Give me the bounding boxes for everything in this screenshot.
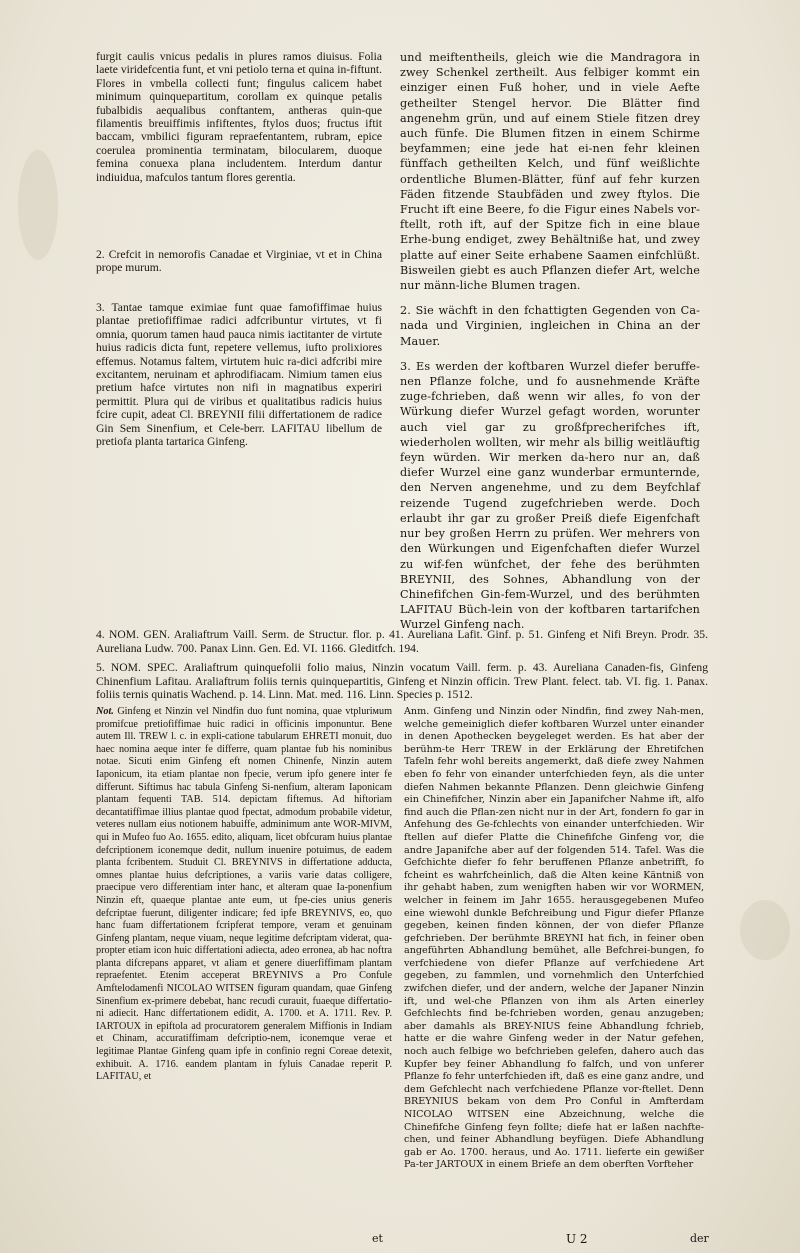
latin-column-upper — [96, 50, 382, 448]
nomenclature-block — [96, 628, 708, 702]
note-label: Not. — [96, 706, 114, 717]
german-column-upper — [400, 50, 700, 633]
catchword-right: der — [690, 1232, 709, 1245]
german-note-column — [404, 706, 704, 1172]
german-paragraph-2: 2. Sie wächft in den fchattigten Gegenden von Ca-nada und Virginien, ingleichen in China an der Mauer. — [400, 304, 700, 348]
catchword-left: et — [372, 1232, 383, 1245]
paper-stain — [18, 150, 58, 260]
latin-paragraph-3: 3. Tantae tamque eximiae funt quae famofiffimae huius plantae pretiofiffimae radici adfcribuntur virtutes, vt fi omnia, quorum tamen haud pauca nimis iactitanter de virtute huius radicis dicta funt, repetere vellemus, iufto prolixiores effemus. Notamus faltem, virtutem huic ra-dici adfcribi mire excitantem, neruinam et aphrodifiacam. Nimium tamen eius pretium hafce virtutes non nifi in magnatibus experiri permittit. Plura qui de viribus et qualitatibus radicis huius fcire cupit, adeat Cl. BREYNII filii differtationem de radice Gin Sem Sinenfium, et Cele-berr. LAFITAU libellum de pretiofa planta tartarica Ginfeng. — [96, 300, 382, 448]
signature-mark: U 2 — [566, 1232, 588, 1246]
nom-spec-paragraph: 5. NOM. SPEC. Araliaftrum quinquefolii folio maius, Ninzin vocatum Vaill. ferm. p. 43. Aureliana Canaden-fis, Ginfeng Chinenfium Lafitau. Araliaftrum foliis ternis quinquepartitis, Ginfeng et Ninzin officin. Trew Plant. felect. tab. VI. fig. 1. Panax. foliis ternis quinatis Wachend. p. 14. Linn. Mat. med. 116. Linn. Species p. 1512. — [96, 661, 708, 702]
latin-note-column — [96, 706, 392, 1084]
paper-stain — [740, 900, 790, 960]
german-paragraph-3: 3. Es werden der koftbaren Wurzel diefer beruffe-nen Pflanze folche, und fo ausnehmende Kräfte zuge-fchrieben, daß wenn wir alles, fo von der Würkung diefer Wurzel gefagt worden, worunter auch viel gar zu großfprecherifches ift, wiederholen wollten, wir mehr als billig weitläuftig feyn würden. Wir merken da-hero nur an, daß diefer Wurzel eine ganz wunderbar ermunternde, den Nerven angenehme, und zu dem Beyfchlaf reizende Tugend zugefchrieben werde. Doch erlaubt ihr gar zu großer Preiß diefe Eigenfchaft nur bey großen Herrn zu prüfen. Wer mehrers von den Würkungen und Eigenfchaften diefer Wurzel zu wif-fen wünfchet, der fehe des berühmten BREYNII, des Sohnes, Abhandlung von der Chinefifchen Gin-fem-Wurzel, und des berühmten LAFITAU Büch-lein von der koftbaren tartarifchen Wurzel Ginfeng nach. — [400, 359, 700, 632]
nom-gen-paragraph: 4. NOM. GEN. Araliaftrum Vaill. Serm. de Structur. flor. p. 41. Aureliana Lafit. Ginf. p. 51. Ginfeng et Nifi Breyn. Prodr. 35. Aureliana Ludw. 700. Panax Linn. Gen. Ed. VI. 1166. Gleditfch. 194. — [96, 628, 708, 655]
latin-note-text: Ginfeng et Ninzin vel Nindfin duo funt nomina, quae vtpluriмum promifcue pretiofiffimae huic radici in officinis imponuntur. Bene autem Ill. TREW l. c. in expli-catione tabularum EHRETI monuit, duo haec nomina aeque inter fe differre, quam plantae fub his nominibus notae. Sicuti enim Ginfeng eft nomen Chinenfe, Ninzin autem Iaponicum, ita etiam plantae non fpecie, verum ipfo genere inter fe differunt. Siftimus hac tabula Ginfeng Si-nenfium, alteram Iaponicam plantam fequenti TAB. 514. depictam fiftemus. Ad hiftoriam decantatiffimae illius plantae quod fpectat, admodum probabile videtur, veteres nullam eius notionem habuiffe, adminimum ante WOR-MIVM, qui in Mufeo fuo Ao. 1655. edito, aliquam, licet obfcuram huius plantae defcriptionem iconemque dedit, nullum inuenire potuimus, de eadem planta fcribentem. Studuit Cl. BREYNIVS in differtatione adducta, omnes plantae huius defcriptiones, a variis varie datas colligere, praecipue vero differentiam inter hanc, et alteram quae Ia-ponenfium Ninzin eft, quaeque plantae ante eum, ut fpe-cies unius generis defcriptae fuerunt, diligenter indicare; fed ipfe BREYNIVS, eo, quo hanc fuam differtationem fcripferat tempore, veram et genuinam Ginfeng plantam, neque viuam, neque legitime defcriptam viderat, qua-propter etiam icon huic differtationi adiecta, adeo erronea, ab hac noftra planta difcrepans apparet, vt aliam et genere diuerfiffimam plantam repraefentet. Etenim acceperat BREYNIVS a Pro Confule Amftelodamenfi NICOLAO WITSEN figuram quandam, quae Ginfeng Sinenfium ex-primere debebat, hanc recudi curauit, fuaeque differtatio-ni adiecit. Hanc differtationem edidit, A. 1700. et A. 1711. Rev. P. IARTOUX in epiftola ad procuratorem generalem Miffionis in Indiam et Chinam, accuratiffimam defcriptio-nem, iconemque verae et legitimae Plantae Ginfeng quam ipfe in confinio regni Coreae detexit, exhibuit. A. 1716. eandem plantam in fyluis Canadae reperit P. LAFITAU, et — [96, 706, 393, 1083]
german-note-text: Anm. Ginfeng und Ninzin oder Nindfin, find zwey Nah-men, welche gemeiniglich diefer koftbaren Wurzel unter einander in denen Apothecken beygeleget werden. Es hat aber der berühm-te Herr TREW in der Erklärung der Ehretifchen Tafeln fehr wohl bereits angemerkt, daß diefe zwey Nahmen eben fo fehr von einander unterfchieden feyn, als die unter diefen Nahmen bekannte Pflanzen. Denn gleichwie Ginfeng ein Chinefifcher, Ninzin aber ein Japanifcher Nahme ift, alfo find auch die Pflan-zen nicht nur in der Art, fondern fo gar in Anfehung des Ge-fchlechts von einander unterfchieden. Wir ftellen auf diefer Platte die Chinefifche Ginfeng vor, die andre Japanifche aber auf der folgenden 514. Tafel. Was die Gefchichte diefer fo fehr beruffenen Pflanze anbetrifft, fo fcheint es wahrfcheinlich, daß die Alten keine Käntniß von ihr gehabt haben, zum wenigften haben wir vor WORMEN, welcher in feinem im Jahr 1655. herausgegebenen Mufeo eine wiewohl dunkle Befchreibung und Figur diefer Pflanze gegeben, keinen finden können, der von diefer Pflanze gefchrieben. Der berühmte BREYNI hat fich, in feiner oben angeführten Abhandlung bemühet, alle Befchrei-bungen, fo verfchiedene von diefer Pflanze auf verfchiedene Art gegeben, zu fammlen, und vornehmlich den Unterfchied zwifchen diefer, und der andern, welche der Japaner Ninzin ift, und wel-che Pflanzen von ihm als Arten einerley Gefchlechts find be-fchrieben worden, genau anzugeben; aber damahls als BREY-NIUS feine Abhandlung fchrieb, hatte er die wahre Ginfeng weder in der Natur gefehen, noch auch felbige wo befchrieben gelefen, dahero auch das Kupfer bey feiner Abhandlung fo falfch, und von unferer Pflanze fo fehr unterfchieden ift, daß es eine ganz andre, und dem Gefchlecht nach verfchiedene Pflanze vor-ftellet. Denn BREYNIUS bekam von dem Pro Conful in Amfterdam NICOLAO WITSEN eine Abzeichnung, welche die Chinefifche Ginfeng feyn follte; diefe hat er laßen nachfte-chen, und feiner Abhandlung beyfügen. Diefe Abhandlung gab er Ao. 1700. heraus, und Ao. 1711. lieferte ein gewißer Pa-ter JARTOUX in einem Briefe an dem oberften Vorfteher — [404, 706, 704, 1171]
latin-paragraph-description: furgit caulis vnicus pedalis in plures ramos diuisus. Folia laete viridefcentia funt, et vni petiolo terna et quina in-fiftunt. Flores in vmbella collecti funt; fingulus calicem habet minimum quinquepartitum, corollam ex quinque petalis fubalbidis aequalibus conftantem, antheras quin-que filamentis breuiffimis infiftentes, ftylos duos; fructus iftit baccam, vmbilici figuram repraefentantem, rubram, epice coerulea prominentia terminatam, bilocularem, duoque femina conuexa plana includentem. Interdum dantur indiuidua, mafculos tantum flores gerentia. — [96, 50, 382, 184]
german-paragraph-description: und meiftentheils, gleich wie die Mandragora in zwey Schenkel zertheilt. Aus felbiger kommt ein einziger einen Fuß hoher, und in viele Aefte getheilter Stengel hervor. Die Blätter find angenehm grün, und auf einem Stiele fitzen drey auch fünfe. Die Blumen fitzen in einem Schirme beyfammen; eine jede hat ei-nen fehr kleinen fünffach getheilten Kelch, und fünf weißlichte ordentliche Blumen-Blätter, fünf auf fehr kurzen Fäden fitzende Staubfäden und zwey ftylos. Die Frucht ift eine Beere, fo die Figur eines Nabels vor-ftellt, roth ift, auf der Spitze fich in eine blaue Erhe-bung endiget, zwey Behältniße hat, und zwey platte auf einer Seite erhabene Saamen einfchlüßt. Bisweilen giebt es auch Pflanzen diefer Art, welche nur männ-liche Blumen tragen. — [400, 51, 700, 293]
latin-paragraph-2: 2. Crefcit in nemorofis Canadae et Virginiae, vt et in China prope murum. — [96, 248, 382, 275]
